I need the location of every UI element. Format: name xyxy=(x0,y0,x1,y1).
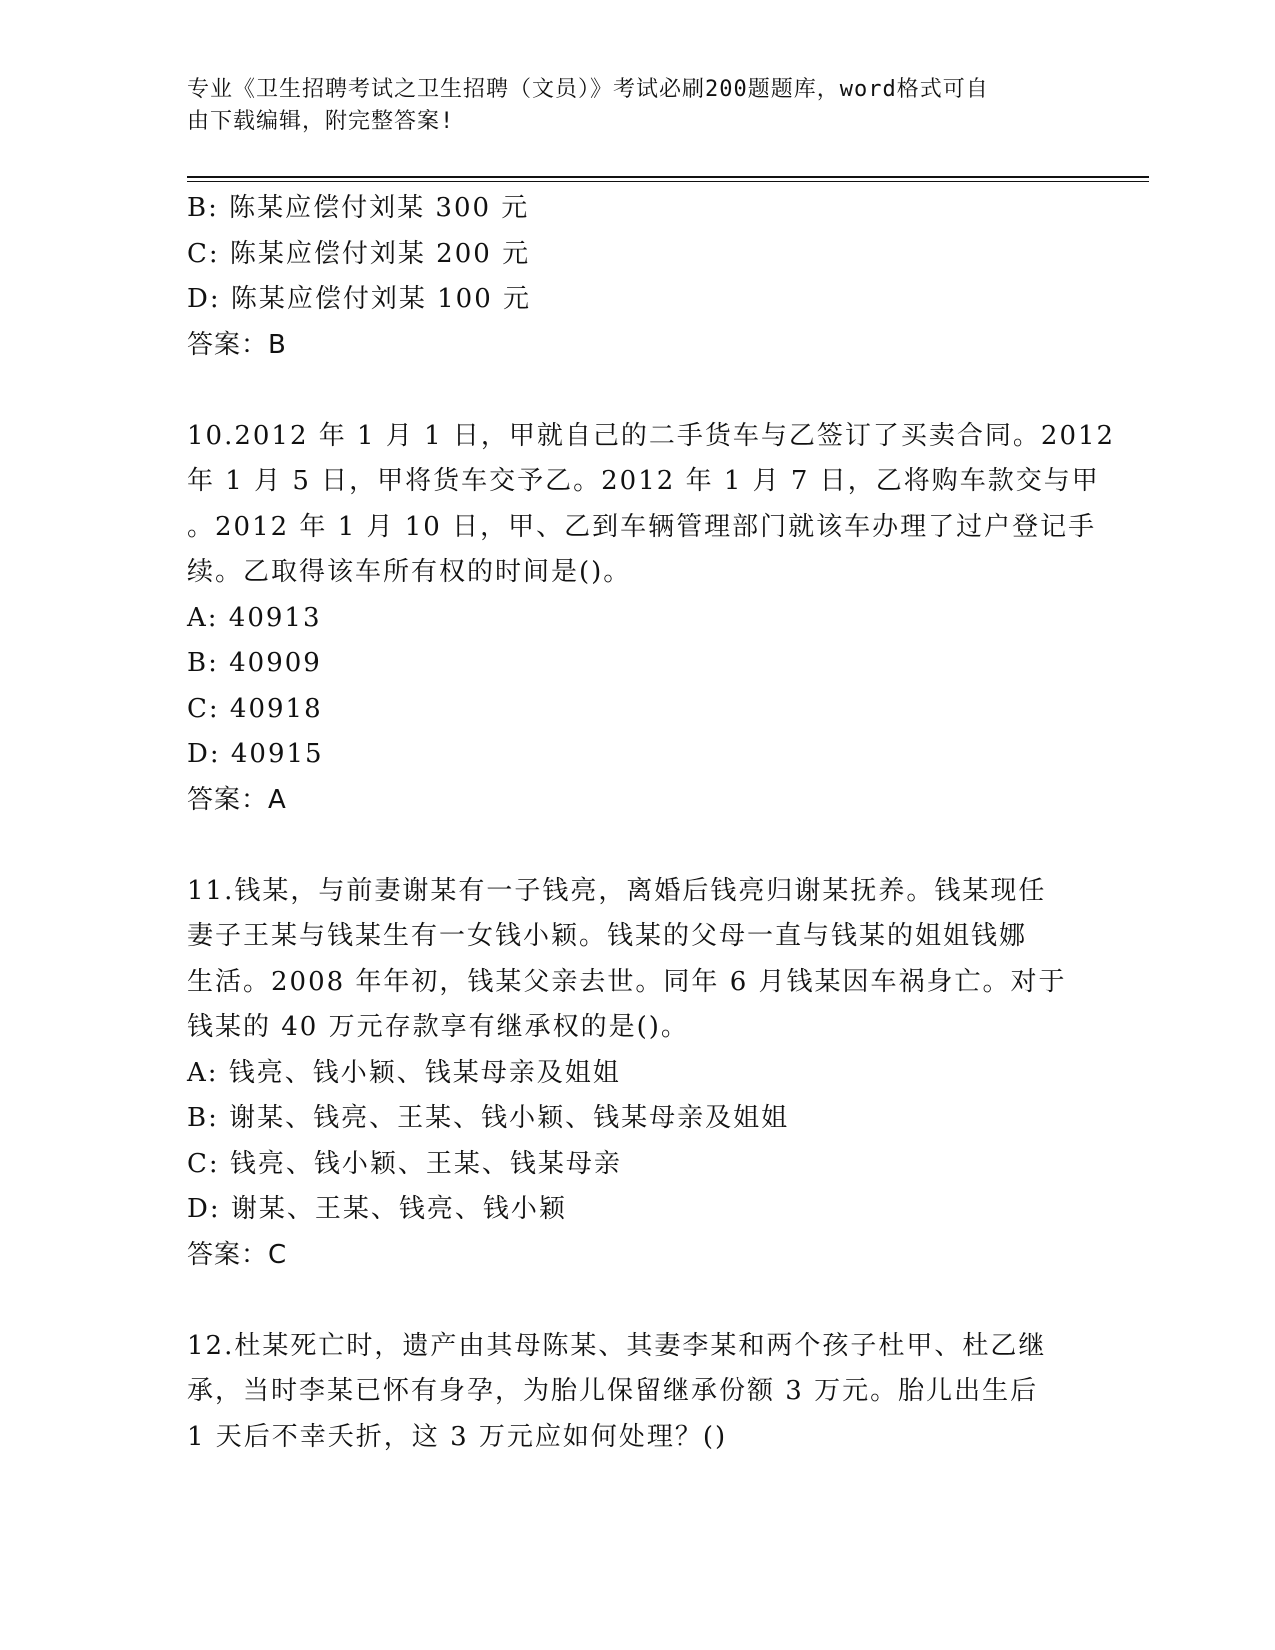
option-b: B: 40909 xyxy=(187,648,322,678)
question-stem-line: 生活。2008 年年初，钱某父亲去世。同年 6 月钱某因车祸身亡。对于 xyxy=(187,966,1067,997)
question-stem-line: 承，当时李某已怀有身孕，为胎儿保留继承份额 3 万元。胎儿出生后 xyxy=(187,1376,1039,1406)
option-d: D: 陈某应偿付刘某 100 元 xyxy=(187,284,532,314)
spacer xyxy=(187,1278,1087,1324)
option-b: B: 陈某应偿付刘某 300 元 xyxy=(187,193,530,223)
question-stem-line: 11.钱某，与前妻谢某有一子钱亮，离婚后钱亮归谢某抚养。钱某现任 xyxy=(187,875,1047,906)
spacer xyxy=(187,368,1087,414)
question-stem-line: 10.2012 年 1 月 1 日，甲就自己的二手货车与乙签订了买卖合同。2012 xyxy=(187,420,1116,451)
option-d: D: 谢某、王某、钱亮、钱小颖 xyxy=(187,1194,567,1224)
answer-line: 答案：A xyxy=(187,784,287,815)
page-header xyxy=(187,74,1067,138)
document-body xyxy=(187,186,1116,1460)
question-stem-line: 年 1 月 5 日，甲将货车交予乙。2012 年 1 月 7 日，乙将购车款交与甲 xyxy=(187,466,1100,496)
answer-line: 答案：C xyxy=(187,1239,288,1270)
option-c: C: 陈某应偿付刘某 200 元 xyxy=(187,238,531,269)
header-line-1: 专业《卫生招聘考试之卫生招聘（文员）》考试必刷200题题库，word格式可自 xyxy=(187,77,989,102)
header-divider-thin xyxy=(187,181,1149,182)
option-a: A: 40913 xyxy=(187,602,322,633)
spacer xyxy=(187,823,1087,869)
question-stem-line: 妻子王某与钱某生有一女钱小颖。钱某的父母一直与钱某的姐姐钱娜 xyxy=(187,921,1028,951)
question-stem-line: 续。乙取得该车所有权的时间是()。 xyxy=(187,557,632,587)
question-12 xyxy=(187,1324,1087,1461)
answer-line: 答案：B xyxy=(187,329,287,360)
question-stem-line: 。2012 年 1 月 10 日，甲、乙到车辆管理部门就该车办理了过户登记手 xyxy=(187,511,1097,542)
option-b: B: 谢某、钱亮、王某、钱小颖、钱某母亲及姐姐 xyxy=(187,1103,790,1133)
option-c: C: 钱亮、钱小颖、王某、钱某母亲 xyxy=(187,1148,622,1179)
question-9 xyxy=(187,186,1087,368)
question-11 xyxy=(187,869,1087,1279)
option-a: A: 钱亮、钱小颖、钱某母亲及姐姐 xyxy=(187,1057,621,1088)
option-c: C: 40918 xyxy=(187,693,323,724)
question-stem-line: 12.杜某死亡时，遗产由其母陈某、其妻李某和两个孩子杜甲、杜乙继 xyxy=(187,1330,1047,1361)
header-line-2: 由下载编辑，附完整答案! xyxy=(187,109,455,134)
option-d: D: 40915 xyxy=(187,739,324,769)
question-stem-line: 钱某的 40 万元存款享有继承权的是()。 xyxy=(187,1012,689,1042)
question-stem-line: 1 天后不幸夭折，这 3 万元应如何处理？() xyxy=(187,1421,728,1452)
question-10 xyxy=(187,414,1116,824)
header-divider-thick xyxy=(187,176,1149,178)
